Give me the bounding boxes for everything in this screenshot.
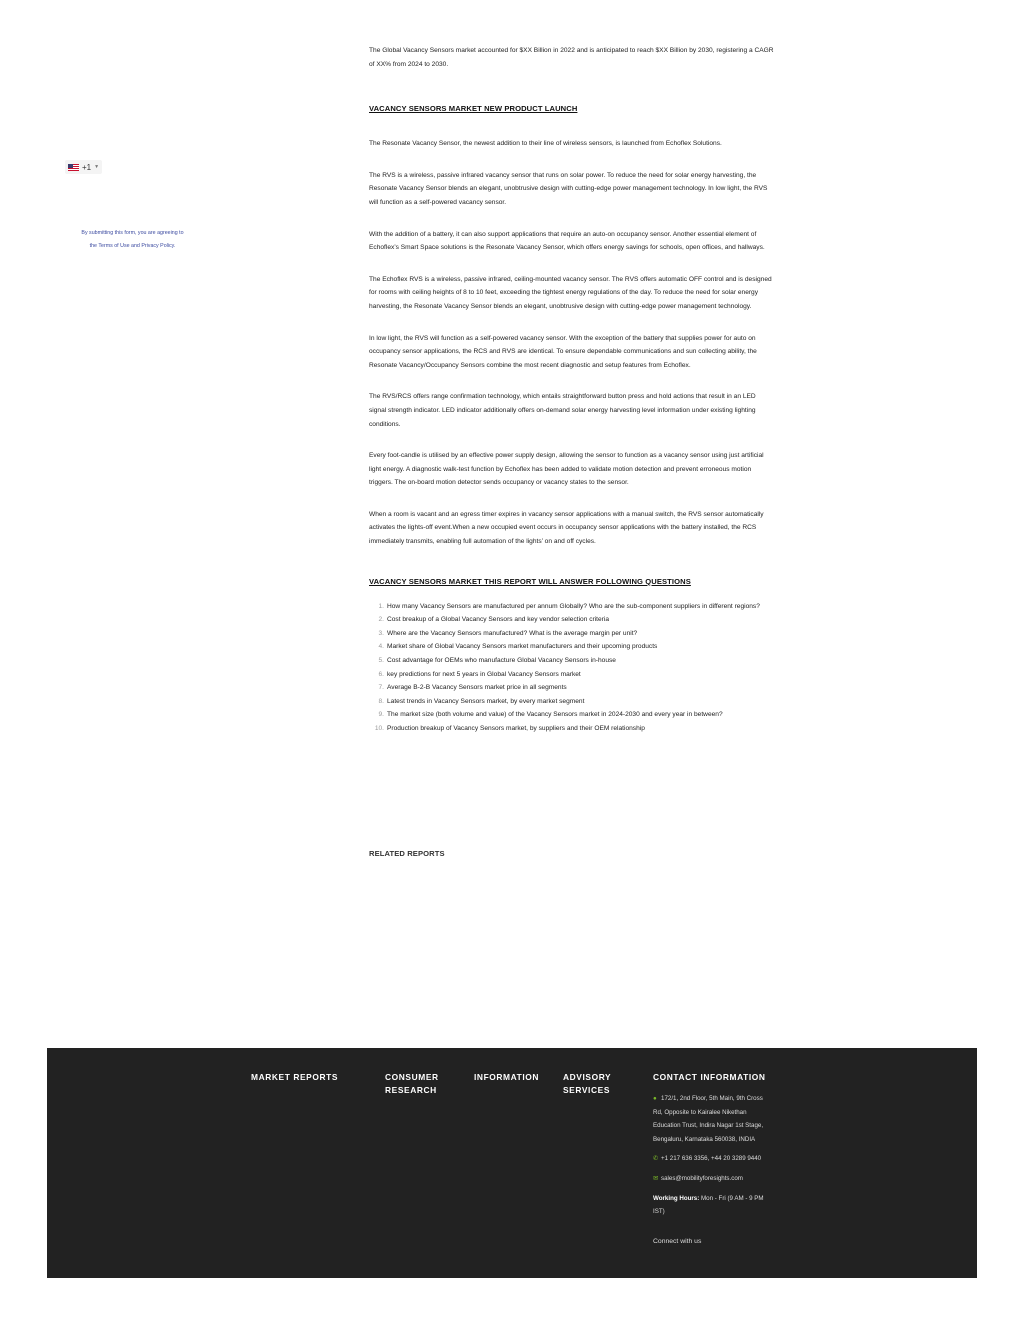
envelope-icon: ✉ [653, 1174, 659, 1182]
us-flag-icon [68, 164, 79, 171]
terms-link[interactable]: the Terms of Use and Privacy Policy. [89, 243, 176, 249]
list-item: 8. Latest trends in Vacancy Sensors market, by every market segment [378, 697, 585, 705]
launch-heading: VACANCY SENSORS MARKET NEW PRODUCT LAUNCH [369, 104, 578, 114]
list-item: 5. Cost advantage for OEMs who manufacture Global Vacancy Sensors in-house [378, 657, 616, 665]
map-pin-icon: ● [653, 1095, 657, 1102]
paragraph: The Resonate Vacancy Sensor, the newest addition to their line of wireless sensors, is launched from Echoflex Solutions. [369, 140, 722, 148]
phone-icon: ✆ [653, 1155, 659, 1163]
list-item: 7. Average B-2-B Vacancy Sensors market price in all segments [378, 684, 567, 692]
list-item: 2. Cost breakup of a Global Vacancy Sensors and key vendor selection criteria [378, 616, 609, 624]
article-body [369, 44, 774, 736]
chevron-down-icon: ▼ [94, 164, 100, 170]
footer-advisory-services[interactable]: ADVISORY SERVICES [563, 1072, 612, 1095]
working-hours: Working Hours: Mon - Fri (9 AM - 9 PM IST) [653, 1194, 764, 1216]
address: ● 172/1, 2nd Floor, 5th Main, 9th Cross Rd, Opposite to Kairalee Nikethan Education Trust, Indira Nagar 1st Stage, Bengaluru, Karnataka 560038, INDIA [653, 1092, 778, 1146]
paragraph: The RVS/RCS offers range confirmation technology, which entails straightforward button press and hold actions that result in an LED signal strength indicator. LED indicator additionally offers on-demand solar energy harvesting level information under existing lighting conditions. [369, 393, 756, 428]
questions-heading: VACANCY SENSORS MARKET THIS REPORT WILL ANSWER FOLLOWING QUESTIONS [369, 576, 691, 586]
list-item: 6. key predictions for next 5 years in Global Vacancy Sensors market [378, 670, 581, 678]
list-item: 10. Production breakup of Vacancy Sensors market, by suppliers and their OEM relationship [374, 725, 645, 732]
footer-market-reports[interactable]: MARKET REPORTS [251, 1072, 339, 1082]
country-code-selector[interactable] [65, 160, 102, 174]
list-item: 1. How many Vacancy Sensors are manufactured per annum Globally? Who are the sub-component suppliers in different regions? [378, 602, 760, 610]
related-reports-heading: RELATED REPORTS [369, 849, 445, 858]
paragraph: The Echoflex RVS is a wireless, passive infrared, ceiling-mounted vacancy sensor. The RVS offers automatic OFF control and is designed for rooms with ceiling heights of 8 to 10 feet, exceeding the tightest energy regulations of the day. To reduce the need for solar energy harvesting, the Resonate Vacancy Sensor blends an elegant, unobtrusive design with cutting-edge power management technology. [369, 275, 772, 310]
footer-contact-title: CONTACT INFORMATION [653, 1072, 766, 1082]
phone-code: +1 [82, 162, 92, 172]
footer-consumer-research[interactable]: CONSUMER RESEARCH [385, 1072, 439, 1095]
list-item: 9. The market size (both volume and value) of the Vacancy Sensors market in 2024-2030 and every year in between? [378, 711, 723, 719]
email-link[interactable]: ✉ sales@mobilityforesights.com [653, 1172, 778, 1186]
paragraph: With the addition of a battery, it can also support applications that require an auto-on occupancy sensor. Another essential element of Echoflex’s Smart Space solutions is the Resonate Vacancy Sensor, which offers energy savings for schools, open offices, and hallways. [369, 230, 765, 252]
footer-information[interactable]: INFORMATION [474, 1072, 540, 1082]
paragraph: In low light, the RVS will function as a self-powered vacancy sensor. With the exception of the battery that supplies power for auto on occupancy sensor applications, the RCS and RVS are identical. To ensure dependable communications and sun collecting ability, the Resonate Vacancy/Occupancy Sensors combine the most recent diagnostic and setup features from Echoflex. [369, 334, 757, 369]
list-item: 3. Where are the Vacancy Sensors manufactured? What is the average margin per unit? [378, 629, 638, 637]
lead-form [0, 0, 340, 1040]
contact-info [653, 1092, 778, 1219]
list-item: 4. Market share of Global Vacancy Sensors market manufacturers and their upcoming products [378, 643, 658, 651]
intro-paragraph: The Global Vacancy Sensors market accounted for $XX Billion in 2022 and is anticipated to reach $XX Billion by 2030, registering a CAGR of XX% from 2024 to 2030. [369, 47, 774, 68]
phone-numbers[interactable]: ✆ +1 217 636 3356, +44 20 3289 9440 [653, 1152, 778, 1166]
paragraph: The RVS is a wireless, passive infrared vacancy sensor that runs on solar power. To reduce the need for solar energy harvesting, the Resonate Vacancy Sensor blends an elegant, unobtrusive design with cutting-edge power management technology. In low light, the RVS will function as a self-powered vacancy sensor. [369, 171, 768, 206]
consent-text: By submitting this form, you are agreeing to the Terms of Use and Privacy Policy. [70, 227, 195, 253]
paragraph: When a room is vacant and an egress timer expires in vacancy sensor applications with a manual switch, the RVS sensor automatically activates the lights-off event.When a new occupied event occurs in occupancy sensor applications with the battery installed, the RCS immediately transmits, enabling full automation of the lights’ on and off cycles. [369, 510, 764, 546]
connect-with-us: Connect with us [653, 1238, 702, 1245]
questions-list [369, 600, 774, 736]
paragraph: Every foot-candle is utilised by an effective power supply design, allowing the sensor to function as a vacancy sensor using just artificial light energy. A diagnostic walk-test function by Echoflex has been added to validate motion detection and prevent erroneous motion triggers. The on-board motion detector sends occupancy or vacancy states to the sensor. [369, 452, 764, 487]
